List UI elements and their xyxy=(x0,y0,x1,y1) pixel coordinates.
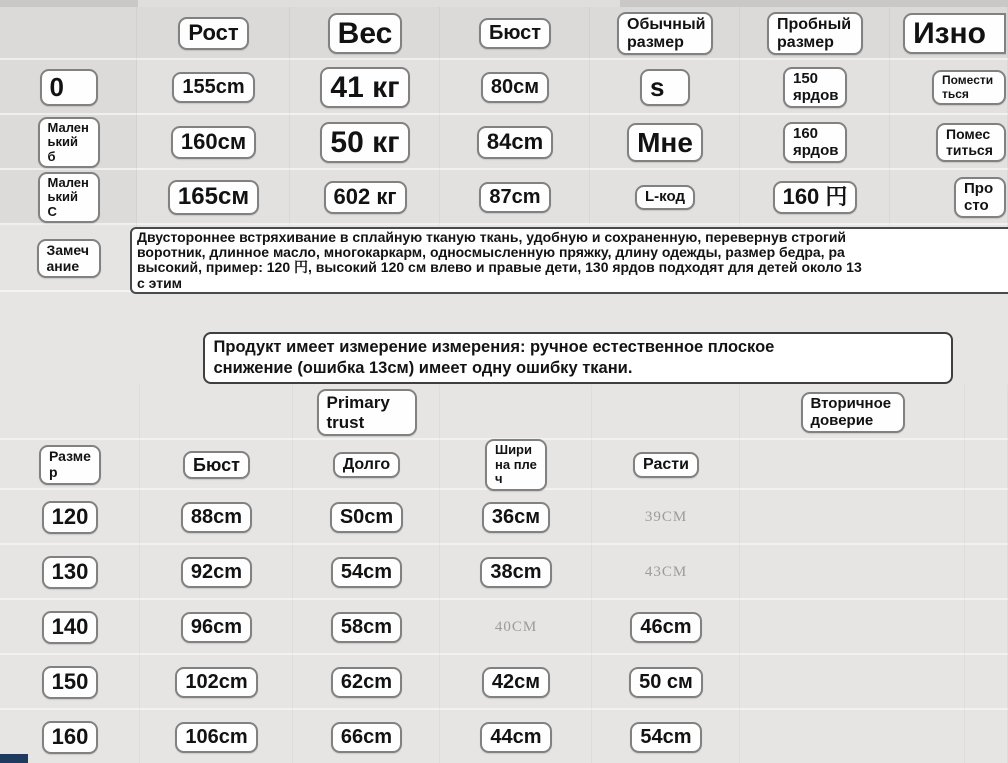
table-row-label xyxy=(0,115,137,170)
t2-r0-size: 120 xyxy=(42,501,99,534)
t1-header-weight: Вес xyxy=(328,13,403,55)
t1-r0-wear: Поместиться xyxy=(932,70,1006,105)
t1-header-bust: Бюст xyxy=(479,18,551,48)
t2-r1-bust: 92cm xyxy=(181,557,252,587)
table-row xyxy=(0,545,140,600)
t1-header-height: Рост xyxy=(178,17,248,50)
t2-header-grow: Расти xyxy=(633,452,699,478)
t1-r1-label: Маленький б xyxy=(38,117,100,169)
title-line: Продукт имеет измерение измерения: ручное естественное плоское xyxy=(213,338,775,356)
t1-r1-weight: 50 кг xyxy=(320,122,409,164)
t1-header-wear: Изно xyxy=(903,13,1006,55)
t2-header-bust: Бюст xyxy=(183,451,250,479)
t2-r4-shoulder: 44cm xyxy=(480,722,551,752)
table-row xyxy=(0,490,140,545)
t1-r2-label: Маленький С xyxy=(38,172,100,224)
note-line: с этим xyxy=(137,275,183,291)
note-cell xyxy=(137,225,1008,292)
t2-r2-length: 58cm xyxy=(331,612,402,642)
size-table-title xyxy=(203,332,953,384)
table-row xyxy=(0,655,140,710)
t1-r2-regular: L-код xyxy=(635,185,695,210)
t2-r3-length: 62cm xyxy=(331,667,402,697)
t1-r0-height: 155cm xyxy=(172,72,254,102)
t2-r2-size: 140 xyxy=(42,611,99,644)
t2-r3-bust: 102cm xyxy=(175,667,257,697)
t1-header-empty xyxy=(0,7,137,60)
t2-group-secondary: Вторичное доверие xyxy=(801,392,905,434)
note-label-cell xyxy=(0,225,137,292)
t1-r2-wear: Просто xyxy=(954,177,1006,219)
t2-r3-size: 150 xyxy=(42,666,99,699)
t1-r0-weight: 41 кг xyxy=(320,67,409,109)
t1-header-trial-size: Пробный размер xyxy=(767,12,863,56)
t2-r0-bust: 88cm xyxy=(181,502,252,532)
t2-r3-shoulder: 42см xyxy=(482,667,550,697)
table-row-label xyxy=(0,170,137,225)
t2-r0-shoulder: 36см xyxy=(482,502,550,532)
top-edge-strip-light xyxy=(138,0,620,7)
t1-note-label: Замечание xyxy=(37,239,101,278)
t2-header-shoulder: Ширина плеч xyxy=(485,439,547,491)
note-line: Двустороннее встряхивание в сплайную тканую ткань, удобную и сохраненную, перевернув строгий xyxy=(137,230,847,245)
t2-r4-size: 160 xyxy=(42,721,99,754)
t2-r0-length: S0cm xyxy=(330,502,403,532)
t1-r1-bust: 84cm xyxy=(477,126,553,159)
t1-r1-wear: Поместиться xyxy=(936,123,1006,162)
t2-header-length: Долго xyxy=(333,452,400,478)
t1-r2-weight: 602 кг xyxy=(324,181,407,214)
t2-header-size: Размер xyxy=(39,445,101,484)
bottom-left-bar xyxy=(0,754,28,763)
t1-header-regular-size: Обычный размер xyxy=(617,12,713,56)
size-table xyxy=(0,330,1008,763)
t2-r1-shoulder: 38cm xyxy=(480,557,551,587)
note-box xyxy=(130,227,1008,294)
t2-group-primary: Primary trust xyxy=(317,389,417,435)
measurement-table xyxy=(0,7,1008,292)
t2-r4-grow: 54cm xyxy=(630,722,701,752)
size-table-title-row xyxy=(0,330,1008,385)
t2-r0-grow: 39CM xyxy=(644,509,688,525)
t1-r1-trial: 160 ярдов xyxy=(783,122,847,164)
t2-r1-grow: 43CM xyxy=(644,564,688,580)
t2-r1-length: 54cm xyxy=(331,557,402,587)
t1-r0-trial: 150 ярдов xyxy=(783,67,847,109)
t1-r0-label: 0 xyxy=(40,69,98,106)
t2-r3-grow: 50 см xyxy=(629,667,703,697)
t2-r1-size: 130 xyxy=(42,556,99,589)
t2-r2-shoulder: 40CM xyxy=(494,619,538,635)
t1-r2-height: 165см xyxy=(168,180,259,215)
t1-r1-height: 160см xyxy=(171,126,256,159)
t2-r2-grow: 46cm xyxy=(630,612,701,642)
t1-r0-regular: s xyxy=(640,69,690,106)
t2-r2-bust: 96cm xyxy=(181,612,252,642)
t2-r4-length: 66cm xyxy=(331,722,402,752)
t1-r1-regular: Мне xyxy=(627,123,703,162)
title-line: снижение (ошибка 13см) имеет одну ошибку ткани. xyxy=(213,359,633,377)
table-row-label xyxy=(0,60,137,115)
t1-r2-trial: 160 円 xyxy=(773,181,858,214)
t1-r2-bust: 87cm xyxy=(479,182,550,212)
note-line: воротник, длинное масло, многокаркарм, односмысленную пряжку, длину одежды, размер бедра, ра xyxy=(137,245,845,261)
t2-r4-bust: 106cm xyxy=(175,722,257,752)
table-row xyxy=(0,600,140,655)
t1-r0-bust: 80см xyxy=(481,72,549,102)
note-line: высокий, пример: 120 円, высокий 120 см влево и правые дети, 130 ярдов подходят для детей около 13 xyxy=(137,260,862,276)
